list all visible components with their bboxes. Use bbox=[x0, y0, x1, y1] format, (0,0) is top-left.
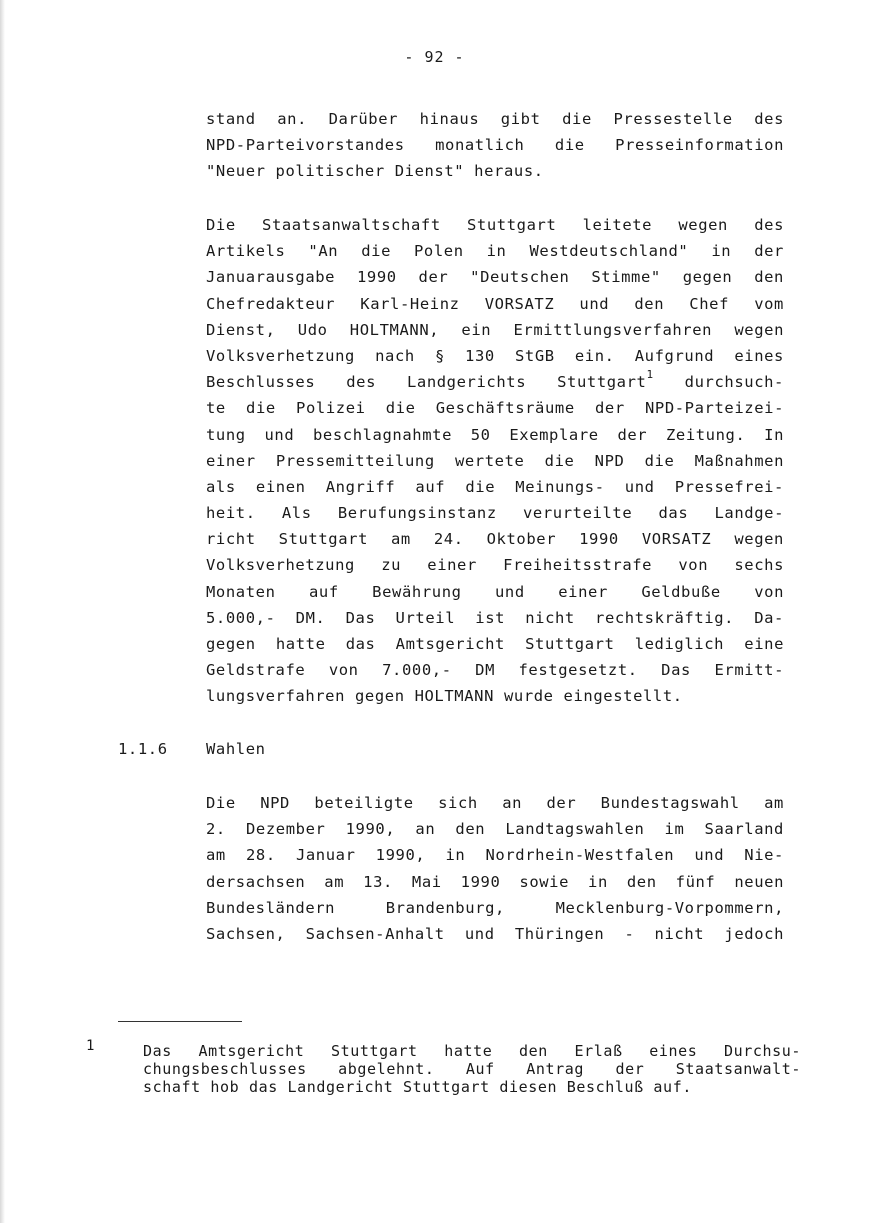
scan-edge bbox=[0, 0, 5, 1223]
text-segment: Beschlusses des Landgerichts Stuttgart bbox=[206, 373, 647, 392]
text-line: Bundesländern Brandenburg, Mecklenburg-Vorpommern, bbox=[206, 898, 784, 917]
section-number: 1.1.6 bbox=[118, 740, 168, 758]
text-line: Volksverhetzung zu einer Freiheitsstrafe von sechs bbox=[206, 556, 784, 575]
text-line: 2. Dezember 1990, an den Landtagswahlen im Saarland bbox=[206, 820, 784, 839]
text-line: NPD-Parteivorstandes monatlich die Presseinformation bbox=[206, 136, 784, 155]
text-line: lungsverfahren gegen HOLTMANN wurde eingestellt. bbox=[206, 687, 683, 706]
footnote-line: Das Amtsgericht Stuttgart hatte den Erlaß eines Durchsu- bbox=[143, 1042, 801, 1060]
text-line: am 28. Januar 1990, in Nordrhein-Westfalen und Nie- bbox=[206, 846, 784, 865]
footnote-line: schaft hob das Landgericht Stuttgart diesen Beschluß auf. bbox=[143, 1078, 692, 1096]
text-line: "Neuer politischer Dienst" heraus. bbox=[206, 162, 544, 181]
footnote-reference: 1 bbox=[646, 368, 654, 382]
footnote-number: 1 bbox=[86, 1038, 95, 1054]
text-line: 5.000,- DM. Das Urteil ist nicht rechtskräftig. Da- bbox=[206, 608, 784, 627]
text-line: Die NPD beteiligte sich an der Bundestagswahl am bbox=[206, 794, 784, 812]
footnote-separator bbox=[118, 1021, 242, 1022]
page-number: - 92 - bbox=[404, 48, 465, 66]
text-line: richt Stuttgart am 24. Oktober 1990 VORSATZ wegen bbox=[206, 530, 784, 549]
text-line: Dienst, Udo HOLTMANN, ein Ermittlungsverfahren wegen bbox=[206, 320, 784, 339]
text-line: Artikels "An die Polen in Westdeutschland" in der bbox=[206, 242, 784, 261]
text-line: gegen hatte das Amtsgericht Stuttgart lediglich eine bbox=[206, 635, 784, 653]
section-title: Wahlen bbox=[206, 740, 266, 758]
text-line: stand an. Darüber hinaus gibt die Pressestelle des bbox=[206, 110, 784, 128]
paragraph-2 bbox=[206, 212, 784, 710]
text-line: Volksverhetzung nach § 130 StGB ein. Aufgrund eines bbox=[206, 346, 784, 365]
text-line: Geldstrafe von 7.000,- DM festgesetzt. Das Ermitt- bbox=[206, 661, 784, 680]
text-line: einer Pressemitteilung wertete die NPD die Maßnahmen bbox=[206, 451, 784, 470]
text-line: Januarausgabe 1990 der "Deutschen Stimme" gegen den bbox=[206, 268, 784, 287]
text-segment: durchsuch- bbox=[653, 373, 784, 392]
text-line: Die Staatsanwaltschaft Stuttgart leitete wegen des bbox=[206, 216, 784, 234]
text-line: tung und beschlagnahmte 50 Exemplare der Zeitung. In bbox=[206, 425, 784, 444]
paragraph-1 bbox=[206, 106, 784, 185]
text-line: dersachsen am 13. Mai 1990 sowie in den fünf neuen bbox=[206, 872, 784, 891]
footnote-line: chungsbeschlusses abgelehnt. Auf Antrag der Staatsanwalt- bbox=[143, 1060, 801, 1078]
text-line: heit. Als Berufungsinstanz verurteilte das Landge- bbox=[206, 504, 784, 523]
text-line: als einen Angriff auf die Meinungs- und Pressefrei- bbox=[206, 477, 784, 496]
text-line: te die Polizei die Geschäftsräume der NPD-Parteizei- bbox=[206, 399, 784, 418]
text-line: Monaten auf Bewährung und einer Geldbuße von bbox=[206, 582, 784, 601]
text-line: Sachsen, Sachsen-Anhalt und Thüringen - nicht jedoch bbox=[206, 924, 784, 943]
text-line-with-footnote-mark bbox=[206, 369, 784, 395]
text-line: Chefredakteur Karl-Heinz VORSATZ und den Chef vom bbox=[206, 294, 784, 313]
footnote-text bbox=[143, 1042, 801, 1096]
paragraph-3 bbox=[206, 790, 784, 947]
